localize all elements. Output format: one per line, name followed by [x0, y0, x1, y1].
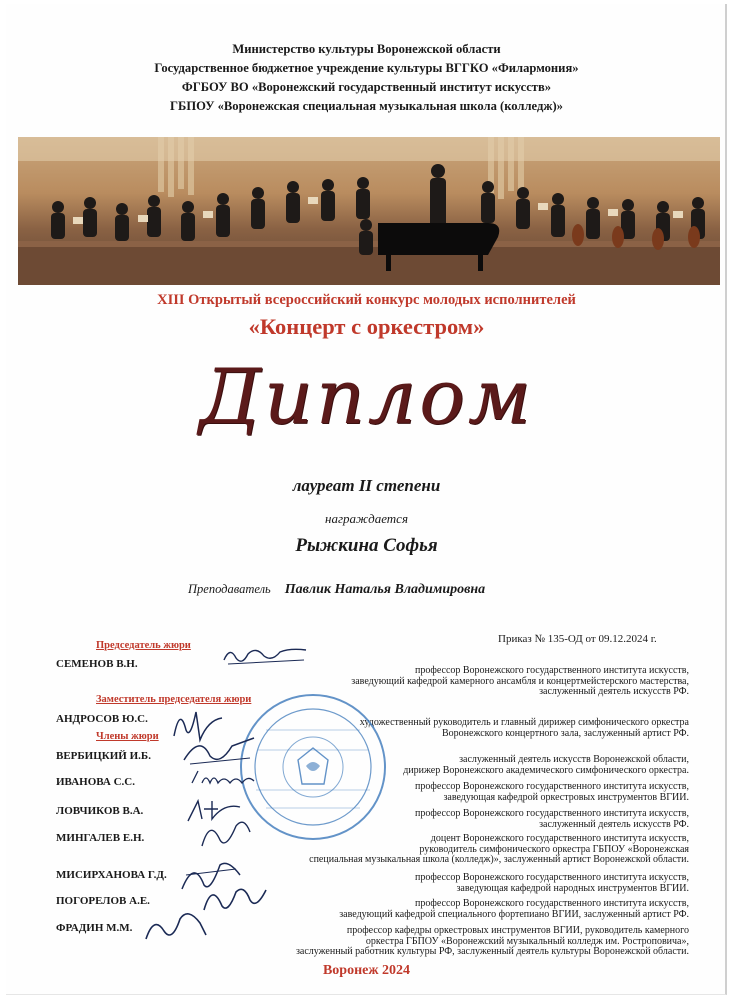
header-organizations — [0, 40, 733, 116]
juror-name: МИСИРХАНОВА Г.Д. — [56, 869, 167, 881]
juror-description-line: Воронежского концертного зала, заслуженный артист РФ. — [442, 727, 689, 739]
juror-name: АНДРОСОВ Ю.С. — [56, 713, 148, 725]
awarded-label: награждается — [325, 511, 408, 526]
orchestra-photo — [18, 137, 720, 285]
juror-name: ИВАНОВА С.С. — [56, 776, 135, 788]
juror-description-line: дирижер Воронежского академического симфонического оркестра. — [403, 764, 689, 776]
juror-description-line: профессор Воронежского государственного института искусств, — [414, 898, 689, 909]
juror-description-line: профессор Воронежского государственного института искусств, — [414, 808, 689, 819]
juror-description-line: оркестра ГБПОУ «Воронежский музыкальный колледж им. Ростроповича», — [365, 935, 689, 947]
juror-description-line: специальная музыкальная школа (колледж)», заслуженный артист Воронежской области. — [309, 854, 689, 865]
juror-description-line: профессор кафедры оркестровых инструментов ВГИИ, руководитель камерного — [346, 925, 689, 936]
juror-description-line: руководитель симфонического оркестра ГБПОУ «Воронежская — [419, 843, 689, 855]
header-line-philharmonic: Государственное бюджетное учреждение культуры ВГГКО «Филармония» — [154, 61, 579, 75]
juror-description-line: заслуженный деятель искусств РФ. — [539, 686, 689, 697]
juror-description-line: заведующая кафедрой народных инструментов ВГИИ. — [456, 882, 689, 894]
juror-name: ВЕРБИЦКИЙ И.Б. — [56, 750, 151, 762]
juror-description-line: заведующая кафедрой оркестровых инструментов ВГИИ. — [443, 791, 689, 803]
contest-title: XIII Открытый всероссийский конкурс молодых исполнителей — [157, 292, 576, 308]
laureate-degree: лауреат II степени — [292, 476, 441, 495]
signature-ivanova-icon — [188, 765, 258, 789]
header-line-music-school: ГБПОУ «Воронежская специальная музыкальная школа (колледж)» — [170, 99, 563, 113]
signature-semenov-icon — [220, 640, 310, 670]
juror-description-line: художественный руководитель и главный дирижер симфонического оркестра — [359, 717, 689, 728]
diploma-heading: Диплом — [199, 352, 534, 441]
teacher-name: Павлик Наталья Владимировна — [284, 582, 486, 597]
juror-description-line: заслуженный деятель искусств РФ. — [539, 818, 689, 830]
juror-description-line: профессор Воронежского государственного института искусств, — [414, 872, 689, 883]
juror-description-line: профессор Воронежского государственного института искусств, — [414, 665, 689, 676]
juror-description-line: доцент Воронежского государственного института искусств, — [430, 833, 689, 844]
juror-description-line: профессор Воронежского государственного института искусств, — [414, 781, 689, 792]
signature-pogorelov-icon — [200, 880, 270, 916]
juror-name: СЕМЕНОВ В.Н. — [56, 658, 138, 670]
juror-description-line: заслуженный деятель искусств Воронежской области, — [459, 754, 689, 765]
header-line-institute: ФГБОУ ВО «Воронежский государственный институт искусств» — [181, 80, 552, 94]
juror-name: ФРАДИН М.М. — [56, 922, 133, 934]
members-title: Члены жюри — [96, 731, 159, 742]
header-line-ministry: Министерство культуры Воронежской области — [232, 42, 501, 56]
juror-name: ЛОВЧИКОВ В.А. — [56, 805, 144, 817]
juror-description — [249, 899, 689, 920]
juror-name: МИНГАЛЕВ Е.Н. — [56, 832, 145, 844]
chairman-title: Председатель жюри — [96, 640, 191, 651]
winner-name: Рыжкина Софья — [295, 535, 438, 556]
signature-verbitsky-icon — [180, 730, 260, 770]
teacher-row — [188, 580, 485, 598]
signature-fradin-icon — [140, 905, 210, 945]
teacher-label: Преподаватель — [188, 582, 271, 596]
deputy-chairman-title: Заместитель председателя жюри — [96, 694, 252, 705]
juror-description-line: заведующий кафедрой специального фортепиано ВГИИ, заслуженный артист РФ. — [339, 908, 689, 920]
juror-description — [249, 873, 689, 894]
juror-description-line: заслуженный работник культуры РФ, заслуженный деятель культуры Воронежской области. — [295, 946, 689, 957]
contest-name: «Концерт с оркестром» — [248, 314, 485, 339]
juror-description — [249, 926, 689, 958]
juror-name: ПОГОРЕЛОВ А.Е. — [56, 895, 150, 907]
signature-mingalev-icon — [196, 812, 256, 852]
order-reference: Приказ № 135-ОД от 09.12.2024 г. — [498, 633, 657, 645]
juror-description-line: заведующий кафедрой камерного ансамбля и концертмейстерского мастерства, — [351, 675, 689, 687]
footer-city-year: Воронеж 2024 — [322, 963, 411, 978]
